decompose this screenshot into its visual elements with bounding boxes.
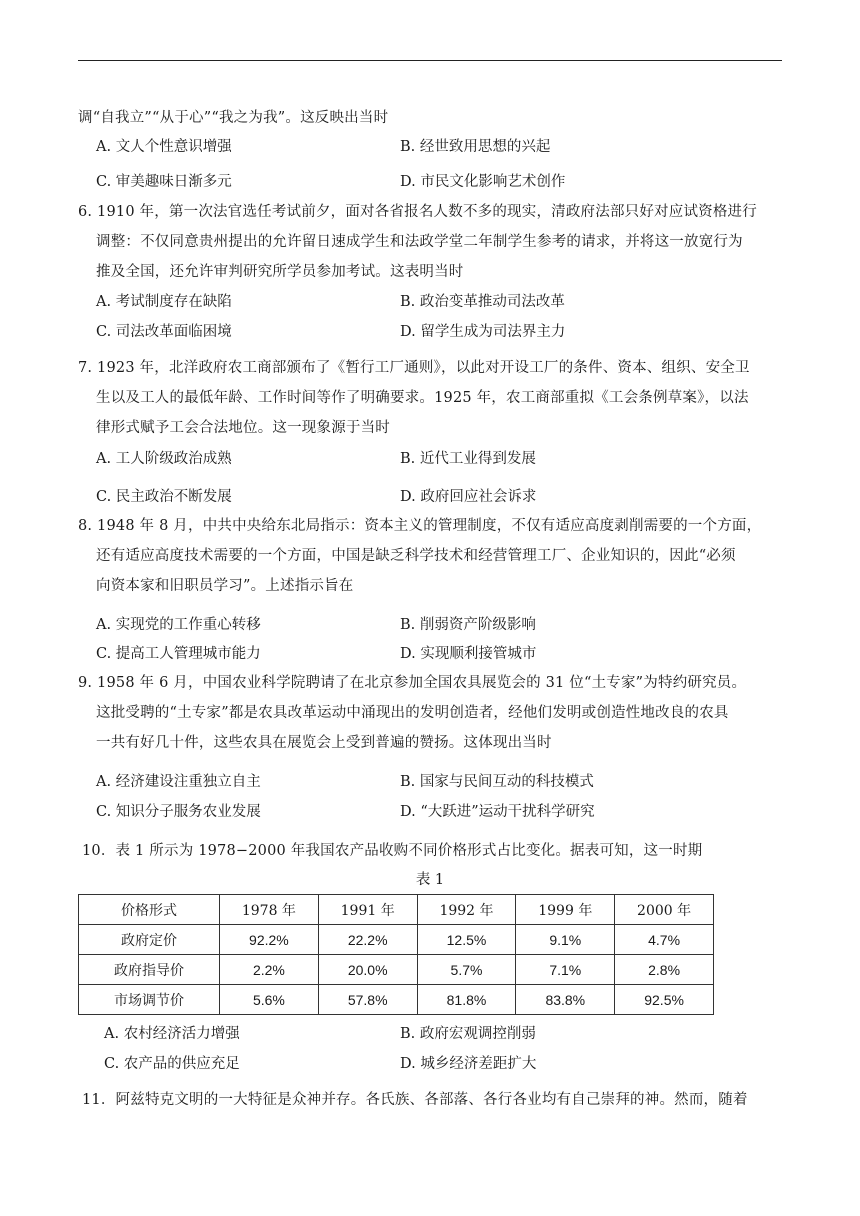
- table-cell: 20.0%: [318, 955, 417, 985]
- table-cell: 5.7%: [417, 955, 516, 985]
- table-row-label: 政府指导价: [79, 955, 220, 985]
- q8-option-d: D. 实现顺利接管城市: [400, 646, 537, 662]
- table-cell: 12.5%: [417, 925, 516, 955]
- q9-stem-line2: 这批受聘的“土专家”都是农具改革运动中涌现出的发明创造者，经他们发明或创造性地改良的农具: [96, 705, 729, 721]
- table-caption: 表 1: [415, 872, 445, 888]
- q7-stem-line3: 律形式赋予工会合法地位。这一现象源于当时: [96, 420, 390, 436]
- q5-option-c: C. 审美趣味日渐多元: [96, 174, 232, 190]
- table-cell: 2.2%: [220, 955, 319, 985]
- q8-option-a: A. 实现党的工作重心转移: [96, 617, 261, 633]
- table-cell: 5.6%: [220, 985, 319, 1015]
- q6-option-c: C. 司法改革面临困境: [96, 324, 232, 340]
- q7-stem-line2: 生以及工人的最低年龄、工作时间等作了明确要求。1925 年，农工商部重拟《工会条例草案》，以法: [96, 390, 749, 406]
- q10-option-c: C. 农产品的供应充足: [104, 1056, 240, 1072]
- table-row: [79, 925, 714, 955]
- table-header-cell: 1991 年: [318, 895, 417, 925]
- table-cell: 22.2%: [318, 925, 417, 955]
- q11-stem: 11．阿兹特克文明的一大特征是众神并存。各氏族、各部落、各行各业均有自己崇拜的神。然而，随着: [82, 1092, 748, 1108]
- table-header-cell: 价格形式: [79, 895, 220, 925]
- q9-option-a: A. 经济建设注重独立自主: [96, 774, 261, 790]
- table-cell: 9.1%: [516, 925, 615, 955]
- q10-option-b: B. 政府宏观调控削弱: [400, 1026, 536, 1042]
- q8-stem-line3: 向资本家和旧职员学习”。上述指示旨在: [96, 578, 354, 594]
- q9-option-b: B. 国家与民间互动的科技模式: [400, 774, 594, 790]
- q7-option-c: C. 民主政治不断发展: [96, 489, 232, 505]
- price-form-table: [78, 894, 714, 1015]
- table-cell: 92.2%: [220, 925, 319, 955]
- table-cell: 81.8%: [417, 985, 516, 1015]
- q8-stem-line1: 8. 1948 年 8 月，中共中央给东北局指示：资本主义的管理制度，不仅有适应高度剥削需要的一个方面，: [78, 518, 762, 534]
- q10-option-d: D. 城乡经济差距扩大: [400, 1056, 537, 1072]
- table-header-cell: 1978 年: [220, 895, 319, 925]
- q9-stem-line1: 9. 1958 年 6 月，中国农业科学院聘请了在北京参加全国农具展览会的 31 位“土专家”为特约研究员。: [78, 675, 747, 691]
- header-rule: [78, 60, 782, 61]
- q6-stem-line2: 调整：不仅同意贵州提出的允许留日速成学生和法政学堂二年制学生参考的请求，并将这一放宽行为: [96, 234, 743, 250]
- table-row: [79, 985, 714, 1015]
- q7-option-d: D. 政府回应社会诉求: [400, 489, 537, 505]
- table-header-cell: 2000 年: [615, 895, 714, 925]
- q6-option-a: A. 考试制度存在缺陷: [96, 294, 232, 310]
- table-cell: 4.7%: [615, 925, 714, 955]
- table-header-cell: 1992 年: [417, 895, 516, 925]
- q8-option-b: B. 削弱资产阶级影响: [400, 617, 536, 633]
- table-row: [79, 955, 714, 985]
- table-header-cell: 1999 年: [516, 895, 615, 925]
- table-row-label: 政府定价: [79, 925, 220, 955]
- q8-stem-line2: 还有适应高度技术需要的一个方面，中国是缺乏科学技术和经营管理工厂、企业知识的，因此“必须: [96, 548, 736, 564]
- table-row-label: 市场调节价: [79, 985, 220, 1015]
- table-cell: 92.5%: [615, 985, 714, 1015]
- q10-stem: 10．表 1 所示为 1978−2000 年我国农产品收购不同价格形式占比变化。据表可知，这一时期: [82, 843, 703, 859]
- q9-option-d: D. “大跃进”运动干扰科学研究: [400, 804, 595, 820]
- table-cell: 2.8%: [615, 955, 714, 985]
- q5-stem-tail: 调“自我立”“从于心”“我之为我”。这反映出当时: [78, 110, 389, 126]
- q9-stem-line3: 一共有好几十件，这些农具在展览会上受到普遍的赞扬。这体现出当时: [96, 735, 552, 751]
- q6-option-b: B. 政治变革推动司法改革: [400, 294, 565, 310]
- q6-stem-line1: 6. 1910 年，第一次法官选任考试前夕，面对各省报名人数不多的现实，清政府法部只好对应试资格进行: [78, 204, 757, 220]
- q10-option-a: A. 农村经济活力增强: [104, 1026, 240, 1042]
- q7-option-a: A. 工人阶级政治成熟: [96, 451, 232, 467]
- table-header-row: [79, 895, 714, 925]
- q7-stem-line1: 7. 1923 年，北洋政府农工商部颁布了《暂行工厂通则》，以此对开设工厂的条件、资本、组织、安全卫: [78, 360, 750, 376]
- q8-option-c: C. 提高工人管理城市能力: [96, 646, 261, 662]
- q5-option-d: D. 市民文化影响艺术创作: [400, 174, 566, 190]
- table-cell: 7.1%: [516, 955, 615, 985]
- q6-stem-line3: 推及全国，还允许审判研究所学员参加考试。这表明当时: [96, 264, 464, 280]
- table-cell: 57.8%: [318, 985, 417, 1015]
- q6-option-d: D. 留学生成为司法界主力: [400, 324, 566, 340]
- q7-option-b: B. 近代工业得到发展: [400, 451, 536, 467]
- q5-option-a: A. 文人个性意识增强: [96, 139, 232, 155]
- q5-option-b: B. 经世致用思想的兴起: [400, 139, 551, 155]
- q9-option-c: C. 知识分子服务农业发展: [96, 804, 261, 820]
- table-cell: 83.8%: [516, 985, 615, 1015]
